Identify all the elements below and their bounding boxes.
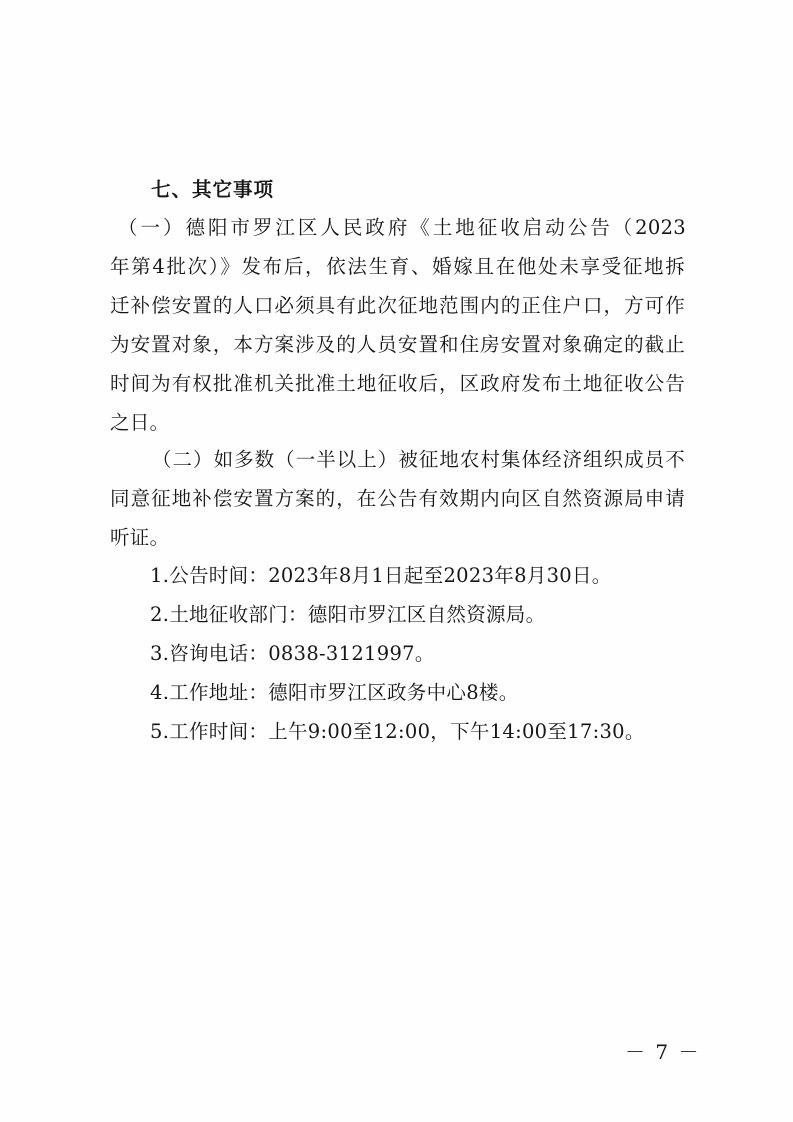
paragraph-line: 之日。 [110, 411, 170, 434]
section-heading: 七、其它事项 [151, 178, 275, 201]
notice-item: 1.公告时间：2023年8月1日起至2023年8月30日。 [150, 564, 612, 587]
page-number: － 7 － [625, 1040, 701, 1064]
notice-item: 5.工作时间：上午9:00至12:00，下午14:00至17:30。 [150, 720, 645, 743]
notice-item: 4.工作地址：德阳市罗江区政务中心8楼。 [150, 681, 519, 704]
paragraph-line: 时间为有权批准机关批准土地征收后，区政府发布土地征收公告 [110, 372, 685, 395]
paragraph-line: （一）德阳市罗江区人民政府《土地征收启动公告（2023 [118, 216, 686, 239]
notice-item: 2.土地征收部门：德阳市罗江区自然资源局。 [150, 603, 546, 626]
paragraph-line: 迁补偿安置的人口必须具有此次征地范围内的正住户口，方可作 [110, 294, 685, 317]
paragraph-line: （二）如多数（一半以上）被征地农村集体经济组织成员不 [152, 448, 685, 471]
notice-item: 3.咨询电话：0838-3121997。 [150, 642, 435, 665]
paragraph-line: 为安置对象，本方案涉及的人员安置和住房安置对象确定的截止 [110, 333, 685, 356]
paragraph-line: 年第4批次）》发布后，依法生育、婚嫁且在他处未享受征地拆 [110, 255, 685, 278]
paragraph-line: 听证。 [110, 526, 170, 549]
paragraph-line: 同意征地补偿安置方案的，在公告有效期内向区自然资源局申请 [110, 487, 685, 510]
